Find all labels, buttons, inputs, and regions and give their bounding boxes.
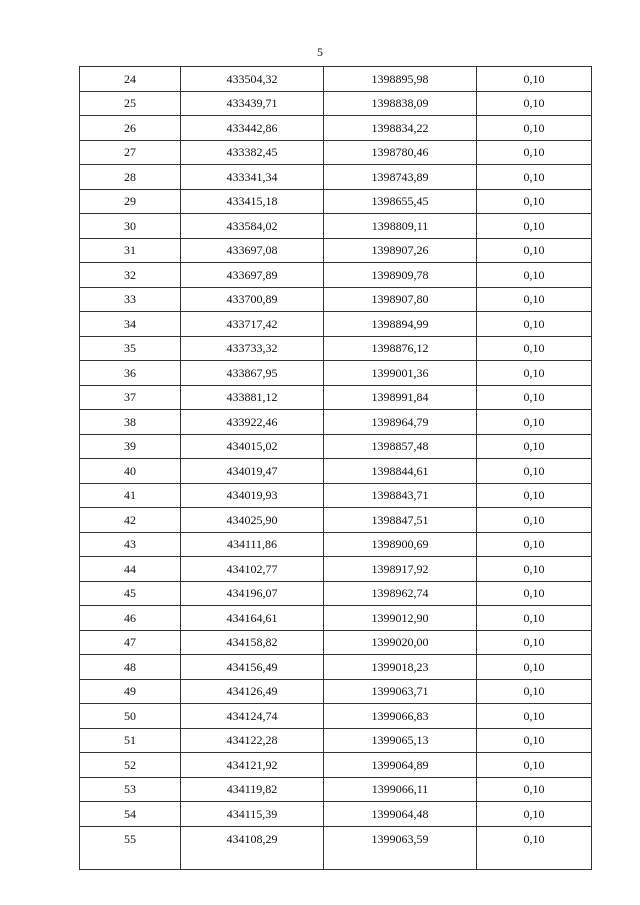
x-coordinate-cell: 434122,28 xyxy=(181,728,324,753)
tolerance-cell: 0,10 xyxy=(477,679,592,704)
tolerance-cell: 0,10 xyxy=(477,263,592,288)
table-row xyxy=(80,287,592,312)
point-number-cell: 55 xyxy=(80,826,181,869)
y-coordinate-cell: 1398895,98 xyxy=(324,67,477,92)
table-row xyxy=(80,777,592,802)
y-coordinate-cell: 1398907,80 xyxy=(324,287,477,312)
table-row xyxy=(80,630,592,655)
table-row xyxy=(80,385,592,410)
point-number-cell: 25 xyxy=(80,91,181,116)
point-number-cell: 26 xyxy=(80,116,181,141)
y-coordinate-cell: 1398894,99 xyxy=(324,312,477,337)
x-coordinate-cell: 433584,02 xyxy=(181,214,324,239)
y-coordinate-cell: 1399064,48 xyxy=(324,802,477,827)
point-number-cell: 27 xyxy=(80,140,181,165)
table-row xyxy=(80,728,592,753)
x-coordinate-cell: 433415,18 xyxy=(181,189,324,214)
table-row xyxy=(80,459,592,484)
point-number-cell: 45 xyxy=(80,581,181,606)
point-number-cell: 52 xyxy=(80,753,181,778)
point-number-cell: 43 xyxy=(80,532,181,557)
tolerance-cell: 0,10 xyxy=(477,777,592,802)
coordinates-table xyxy=(79,66,592,870)
y-coordinate-cell: 1398743,89 xyxy=(324,165,477,190)
table-row xyxy=(80,312,592,337)
tolerance-cell: 0,10 xyxy=(477,189,592,214)
point-number-cell: 35 xyxy=(80,336,181,361)
y-coordinate-cell: 1398834,22 xyxy=(324,116,477,141)
y-coordinate-cell: 1398780,46 xyxy=(324,140,477,165)
y-coordinate-cell: 1399012,90 xyxy=(324,606,477,631)
x-coordinate-cell: 434126,49 xyxy=(181,679,324,704)
tolerance-cell: 0,10 xyxy=(477,802,592,827)
table-row xyxy=(80,704,592,729)
x-coordinate-cell: 433504,32 xyxy=(181,67,324,92)
y-coordinate-cell: 1398844,61 xyxy=(324,459,477,484)
table-row xyxy=(80,826,592,869)
x-coordinate-cell: 434019,93 xyxy=(181,483,324,508)
table-row xyxy=(80,655,592,680)
y-coordinate-cell: 1399001,36 xyxy=(324,361,477,386)
y-coordinate-cell: 1398909,78 xyxy=(324,263,477,288)
tolerance-cell: 0,10 xyxy=(477,140,592,165)
table-row xyxy=(80,214,592,239)
y-coordinate-cell: 1399020,00 xyxy=(324,630,477,655)
tolerance-cell: 0,10 xyxy=(477,630,592,655)
x-coordinate-cell: 434156,49 xyxy=(181,655,324,680)
x-coordinate-cell: 434019,47 xyxy=(181,459,324,484)
table-row xyxy=(80,532,592,557)
point-number-cell: 49 xyxy=(80,679,181,704)
point-number-cell: 50 xyxy=(80,704,181,729)
x-coordinate-cell: 433717,42 xyxy=(181,312,324,337)
tolerance-cell: 0,10 xyxy=(477,434,592,459)
table-row xyxy=(80,189,592,214)
point-number-cell: 41 xyxy=(80,483,181,508)
tolerance-cell: 0,10 xyxy=(477,704,592,729)
x-coordinate-cell: 434111,86 xyxy=(181,532,324,557)
x-coordinate-cell: 433733,32 xyxy=(181,336,324,361)
point-number-cell: 28 xyxy=(80,165,181,190)
tolerance-cell: 0,10 xyxy=(477,753,592,778)
y-coordinate-cell: 1399064,89 xyxy=(324,753,477,778)
x-coordinate-cell: 433439,71 xyxy=(181,91,324,116)
y-coordinate-cell: 1399066,11 xyxy=(324,777,477,802)
x-coordinate-cell: 433867,95 xyxy=(181,361,324,386)
tolerance-cell: 0,10 xyxy=(477,91,592,116)
tolerance-cell: 0,10 xyxy=(477,459,592,484)
tolerance-cell: 0,10 xyxy=(477,336,592,361)
y-coordinate-cell: 1399018,23 xyxy=(324,655,477,680)
y-coordinate-cell: 1398847,51 xyxy=(324,508,477,533)
y-coordinate-cell: 1399065,13 xyxy=(324,728,477,753)
point-number-cell: 30 xyxy=(80,214,181,239)
tolerance-cell: 0,10 xyxy=(477,483,592,508)
x-coordinate-cell: 434124,74 xyxy=(181,704,324,729)
x-coordinate-cell: 434115,39 xyxy=(181,802,324,827)
table-row xyxy=(80,802,592,827)
x-coordinate-cell: 434015,02 xyxy=(181,434,324,459)
y-coordinate-cell: 1398838,09 xyxy=(324,91,477,116)
tolerance-cell: 0,10 xyxy=(477,385,592,410)
table-row xyxy=(80,116,592,141)
point-number-cell: 44 xyxy=(80,557,181,582)
coordinates-table-body xyxy=(80,67,592,870)
x-coordinate-cell: 433922,46 xyxy=(181,410,324,435)
table-row xyxy=(80,336,592,361)
table-row xyxy=(80,557,592,582)
point-number-cell: 47 xyxy=(80,630,181,655)
point-number-cell: 40 xyxy=(80,459,181,484)
tolerance-cell: 0,10 xyxy=(477,165,592,190)
point-number-cell: 37 xyxy=(80,385,181,410)
x-coordinate-cell: 433700,89 xyxy=(181,287,324,312)
point-number-cell: 34 xyxy=(80,312,181,337)
tolerance-cell: 0,10 xyxy=(477,361,592,386)
table-row xyxy=(80,679,592,704)
table-row xyxy=(80,361,592,386)
point-number-cell: 46 xyxy=(80,606,181,631)
x-coordinate-cell: 434102,77 xyxy=(181,557,324,582)
y-coordinate-cell: 1398655,45 xyxy=(324,189,477,214)
x-coordinate-cell: 434121,92 xyxy=(181,753,324,778)
y-coordinate-cell: 1399063,59 xyxy=(324,826,477,869)
point-number-cell: 36 xyxy=(80,361,181,386)
table-row xyxy=(80,67,592,92)
point-number-cell: 32 xyxy=(80,263,181,288)
tolerance-cell: 0,10 xyxy=(477,557,592,582)
y-coordinate-cell: 1398843,71 xyxy=(324,483,477,508)
x-coordinate-cell: 433881,12 xyxy=(181,385,324,410)
table-row xyxy=(80,483,592,508)
tolerance-cell: 0,10 xyxy=(477,214,592,239)
table-row xyxy=(80,238,592,263)
tolerance-cell: 0,10 xyxy=(477,532,592,557)
tolerance-cell: 0,10 xyxy=(477,581,592,606)
x-coordinate-cell: 433697,08 xyxy=(181,238,324,263)
tolerance-cell: 0,10 xyxy=(477,312,592,337)
x-coordinate-cell: 434119,82 xyxy=(181,777,324,802)
point-number-cell: 51 xyxy=(80,728,181,753)
table-row xyxy=(80,140,592,165)
point-number-cell: 39 xyxy=(80,434,181,459)
x-coordinate-cell: 434196,07 xyxy=(181,581,324,606)
page-number: 5 xyxy=(317,45,323,59)
table-row xyxy=(80,165,592,190)
table-row xyxy=(80,581,592,606)
point-number-cell: 31 xyxy=(80,238,181,263)
y-coordinate-cell: 1398962,74 xyxy=(324,581,477,606)
tolerance-cell: 0,10 xyxy=(477,826,592,869)
y-coordinate-cell: 1398876,12 xyxy=(324,336,477,361)
table-row xyxy=(80,263,592,288)
x-coordinate-cell: 433341,34 xyxy=(181,165,324,190)
point-number-cell: 42 xyxy=(80,508,181,533)
point-number-cell: 48 xyxy=(80,655,181,680)
x-coordinate-cell: 434108,29 xyxy=(181,826,324,869)
tolerance-cell: 0,10 xyxy=(477,116,592,141)
table-row xyxy=(80,753,592,778)
x-coordinate-cell: 433442,86 xyxy=(181,116,324,141)
tolerance-cell: 0,10 xyxy=(477,287,592,312)
y-coordinate-cell: 1398917,92 xyxy=(324,557,477,582)
tolerance-cell: 0,10 xyxy=(477,67,592,92)
y-coordinate-cell: 1398857,48 xyxy=(324,434,477,459)
tolerance-cell: 0,10 xyxy=(477,655,592,680)
point-number-cell: 24 xyxy=(80,67,181,92)
y-coordinate-cell: 1398809,11 xyxy=(324,214,477,239)
y-coordinate-cell: 1398991,84 xyxy=(324,385,477,410)
y-coordinate-cell: 1399063,71 xyxy=(324,679,477,704)
x-coordinate-cell: 434164,61 xyxy=(181,606,324,631)
y-coordinate-cell: 1398964,79 xyxy=(324,410,477,435)
tolerance-cell: 0,10 xyxy=(477,238,592,263)
tolerance-cell: 0,10 xyxy=(477,728,592,753)
tolerance-cell: 0,10 xyxy=(477,606,592,631)
y-coordinate-cell: 1398907,26 xyxy=(324,238,477,263)
table-row xyxy=(80,91,592,116)
y-coordinate-cell: 1399066,83 xyxy=(324,704,477,729)
point-number-cell: 38 xyxy=(80,410,181,435)
point-number-cell: 29 xyxy=(80,189,181,214)
x-coordinate-cell: 433697,89 xyxy=(181,263,324,288)
table-row xyxy=(80,606,592,631)
table-row xyxy=(80,434,592,459)
x-coordinate-cell: 434025,90 xyxy=(181,508,324,533)
table-row xyxy=(80,508,592,533)
point-number-cell: 33 xyxy=(80,287,181,312)
x-coordinate-cell: 434158,82 xyxy=(181,630,324,655)
tolerance-cell: 0,10 xyxy=(477,410,592,435)
point-number-cell: 54 xyxy=(80,802,181,827)
point-number-cell: 53 xyxy=(80,777,181,802)
table-row xyxy=(80,410,592,435)
x-coordinate-cell: 433382,45 xyxy=(181,140,324,165)
tolerance-cell: 0,10 xyxy=(477,508,592,533)
y-coordinate-cell: 1398900,69 xyxy=(324,532,477,557)
